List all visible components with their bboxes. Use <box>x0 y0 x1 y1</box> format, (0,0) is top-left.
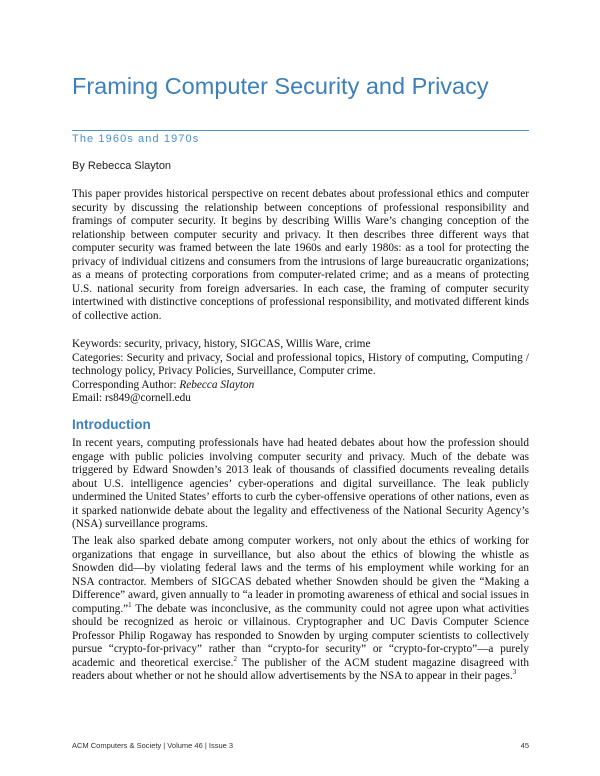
categories: Categories: Security and privacy, Social and professional topics, History of computing, Computing / technology policy, Privacy Policies, Surveillance, Computer crime. <box>72 351 529 377</box>
corresponding-author-name: Rebecca Slayton <box>179 378 255 391</box>
footnote-ref-3: 3 <box>512 668 517 677</box>
title-divider <box>72 130 529 131</box>
page-number: 45 <box>520 741 529 750</box>
author-byline: By Rebecca Slayton <box>72 160 172 172</box>
keywords: Keywords: security, privacy, history, SIGCAS, Willis Ware, crime <box>72 338 371 350</box>
intro-paragraph-2 <box>72 535 529 684</box>
corresponding-author-label: Corresponding Author: <box>72 378 177 391</box>
paper-title: Framing Computer Security and Privacy <box>72 73 489 99</box>
footer-journal: ACM Computers & Society | Volume 46 | Issue 3 <box>72 741 234 750</box>
paper-subtitle: The 1960s and 1970s <box>72 133 200 145</box>
section-heading-introduction: Introduction <box>72 417 151 432</box>
footnote-ref-1: 1 <box>128 600 132 609</box>
metadata-block <box>72 338 529 406</box>
abstract: This paper provides historical perspective on recent debates about professional ethics and computer security by discussing the relationship between conceptions of professional responsibility and framings of computer security. It begins by describing Willis Ware’s changing conception of the relationship between computer security and privacy. It then describes three different ways that computer security was framed between the late 1960s and early 1980s: as a tool for protecting the privacy of individual citizens and consumers from the intrusions of large bureaucratic organizations; as a means of protecting corporations from computer-related crime; and as a means of protecting U.S. national security from foreign adversaries. In each case, the framing of computer security intertwined with distinctive conceptions of professional responsibility, and motivated different kinds of collective action. <box>72 188 529 322</box>
footnote-ref-2: 2 <box>233 654 237 663</box>
intro-paragraph-1: In recent years, computing professionals have had heated debates about how the profession should engage with public policies involving computer security and privacy. Much of the debate was triggered by Edward Snowden’s 2013 leak of thousands of classified documents revealing details about U.S. intelligence agencies’ cyber-operations and digital surveillance. The leak publicly undermined the United States’ efforts to curb the cyber-offensive operations of other nations, even as it sparked nationwide debate about the legality and effectiveness of the National Security Agency’s (NSA) surveillance programs. <box>72 437 529 530</box>
intro-paragraph-2-part-3: The publisher of the ACM student magazine disagreed with readers about whether or not he should allow advertisements by the NSA to appear in their pages. <box>72 656 529 682</box>
corresponding-author <box>72 379 529 393</box>
intro-paragraph-2-part-2: The debate was inconclusive, as the community could not agree upon what activities should be recognized as heroic or villainous. Cryptographer and UC Davis Computer Science Professor Philip Rogaway has responded to Snowden by urging computer scientists to collectively pursue “crypto-for-privacy” rather than “crypto-for security” or “crypto-for-crypto”—a purely academic and theoretical exercise. <box>72 602 529 669</box>
intro-paragraph-2-part-1: The leak also sparked debate among computer workers, not only about the ethics of working for organizations that engage in surveillance, but also about the ethics of blowing the whistle as Snowden did—by violating federal laws and the terms of his employment while working for an NSA contractor. Members of SIGCAS debated whether Snowden should be given the “Making a Difference” award, given annually to “a leader in promoting awareness of ethical and social issues in computing.” <box>72 535 529 615</box>
email: Email: rs849@cornell.edu <box>72 392 191 404</box>
